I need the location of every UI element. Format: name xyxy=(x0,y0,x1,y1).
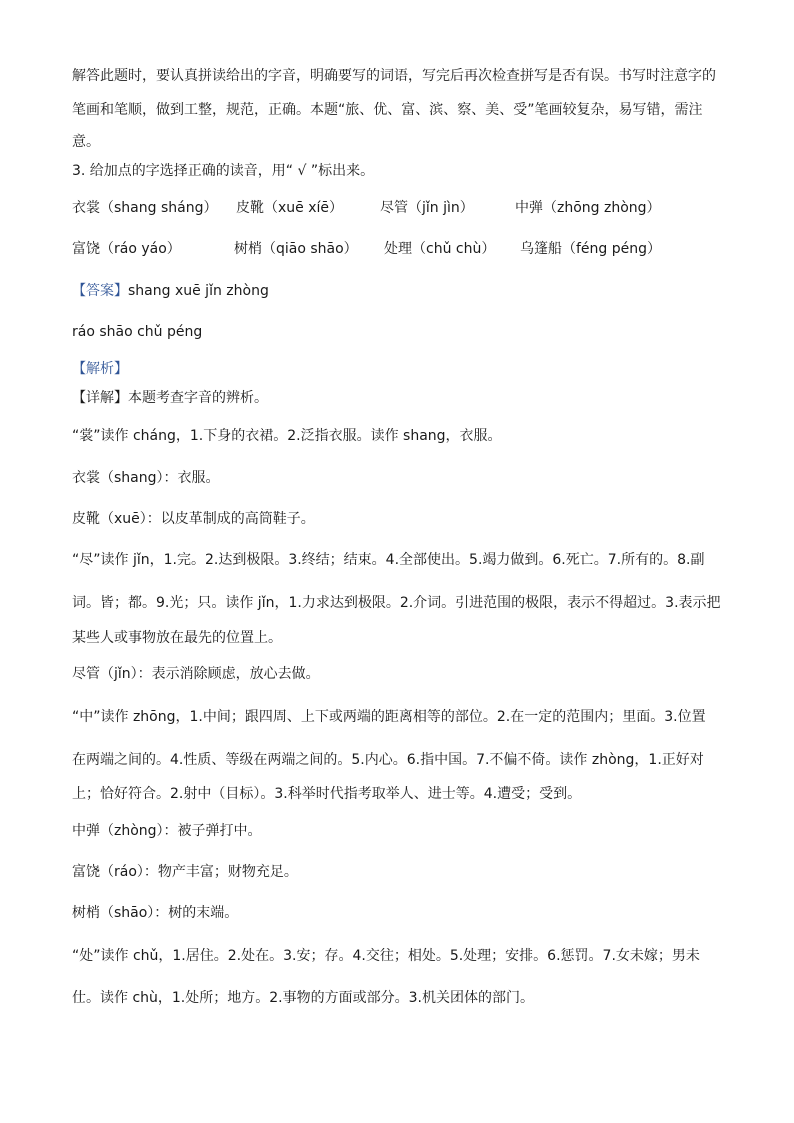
answer-line-2: ráo shāo chǔ péng xyxy=(72,324,203,340)
analysis-p9: 树梢（shāo）：树的末端。 xyxy=(72,905,239,921)
detail-label: 【详解】 xyxy=(72,390,128,406)
option-wupengchuan: 乌篷船（féng péng） xyxy=(520,241,662,257)
analysis-p1: “裳”读作 cháng，1.下身的衣裙。2.泛指衣服。读作 shang，衣服。 xyxy=(72,428,502,444)
analysis-p6a: “中”读作 zhōng，1.中间；跟四周、上下或两端的距离相等的部位。2.在一定的范围内；里面。3.位置 xyxy=(72,709,706,725)
question-row-1 xyxy=(72,198,722,218)
detail-text: 本题考查字音的辨析。 xyxy=(128,390,268,406)
detail-line xyxy=(72,388,268,408)
analysis-label-text: 【解析】 xyxy=(72,361,128,377)
intro-line-2: 笔画和笔顺，做到工整，规范，正确。本题“旅、优、富、滨、察、美、受”笔画较复杂，易写错，需注 xyxy=(72,102,703,118)
answer-text-1: shang xuē jǐn zhòng xyxy=(128,283,269,299)
intro-line-1: 解答此题时，要认真拼读给出的字音，明确要写的词语，写完后再次检查拼写是否有误。书写时注意字的 xyxy=(72,68,716,84)
analysis-p3: 皮靴（xuē）：以皮革制成的高筒鞋子。 xyxy=(72,511,315,527)
answer-label: 【答案】 xyxy=(72,283,128,299)
question-row-2 xyxy=(72,239,722,259)
analysis-p4a: “尽”读作 jǐn，1.完。2.达到极限。3.终结；结束。4.全部使出。5.竭力做到。6.死亡。7.所有的。8.副 xyxy=(72,552,705,568)
analysis-p10b: 仕。读作 chù，1.处所；地方。2.事物的方面或部分。3.机关团体的部门。 xyxy=(72,990,534,1006)
option-chuli: 处理（chǔ chù） xyxy=(384,241,496,257)
analysis-label xyxy=(72,359,128,379)
option-furao: 富饶（ráo yáo） xyxy=(72,241,181,257)
analysis-p4b: 词。皆；都。9.光；只。读作 jǐn，1.力求达到极限。2.介词。引进范围的极限，表示不得超过。3.表示把 xyxy=(72,595,721,611)
option-zhongdan: 中弹（zhōng zhòng） xyxy=(515,200,661,216)
analysis-p5: 尽管（jǐn）：表示消除顾虑，放心去做。 xyxy=(72,666,320,682)
analysis-p6c: 上；恰好符合。2.射中（目标）。3.科举时代指考取举人、进士等。4.遭受；受到。 xyxy=(72,786,582,802)
intro-line-3: 意。 xyxy=(72,134,100,150)
option-jinguan: 尽管（jǐn jìn） xyxy=(380,200,474,216)
analysis-p4c: 某些人或事物放在最先的位置上。 xyxy=(72,630,282,646)
answer-line-1 xyxy=(72,281,269,301)
analysis-p2: 衣裳（shang）：衣服。 xyxy=(72,470,220,486)
analysis-p7: 中弹（zhòng）：被子弹打中。 xyxy=(72,823,262,839)
option-pixue: 皮靴（xuē xíē） xyxy=(236,200,344,216)
analysis-p6b: 在两端之间的。4.性质、等级在两端之间的。5.内心。6.指中国。7.不偏不倚。读作 zhòng，1.正好对 xyxy=(72,752,704,768)
question-title: 3. 给加点的字选择正确的读音，用“ √ ”标出来。 xyxy=(72,163,375,179)
option-yishang: 衣裳（shang sháng） xyxy=(72,200,218,216)
option-shushao: 树梢（qiāo shāo） xyxy=(234,241,358,257)
analysis-p10a: “处”读作 chǔ，1.居住。2.处在。3.安；存。4.交往；相处。5.处理；安排。6.惩罚。7.女未嫁；男未 xyxy=(72,948,700,964)
analysis-p8: 富饶（ráo）：物产丰富；财物充足。 xyxy=(72,864,298,880)
